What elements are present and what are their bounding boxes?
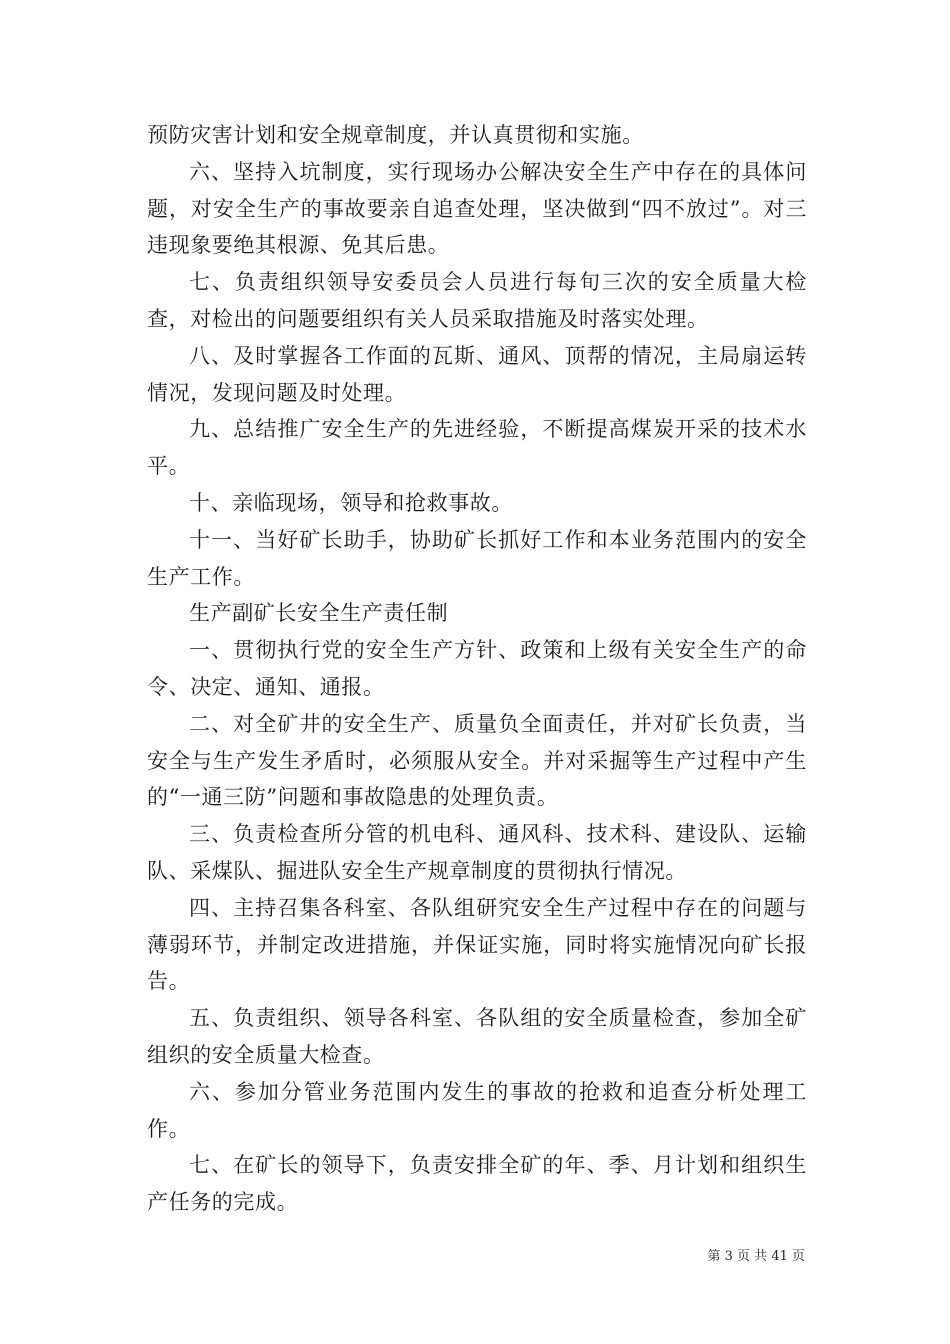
paragraph-2: 六、坚持入坑制度，实行现场办公解决安全生产中存在的具体问题，对安全生产的事故要亲自追查处理，坚决做到“四不放过”。对三违现象要绝其根源、免其后患。	[147, 159, 807, 258]
paragraph-4: 八、及时掌握各工作面的瓦斯、通风、顶帮的情况，主局扇运转情况，发现问题及时处理。	[147, 343, 807, 405]
paragraph-3: 七、负责组织领导安委员会人员进行每旬三次的安全质量大检查，对检出的问题要组织有关人员采取措施及时落实处理。	[147, 270, 807, 331]
paragraph-7: 十一、当好矿长助手，协助矿长抓好工作和本业务范围内的安全生产工作。	[147, 527, 807, 589]
paragraph-13: 五、负责组织、领导各科室、各队组的安全质量检查，参加全矿组织的安全质量大检查。	[147, 1006, 807, 1067]
paragraph-15: 七、在矿长的领导下，负责安排全矿的年、季、月计划和组织生产任务的完成。	[147, 1153, 807, 1215]
paragraph-14: 六、参加分管业务范围内发生的事故的抢救和追查分析处理工作。	[147, 1079, 807, 1141]
section-heading: 生产副矿长安全生产责任制	[189, 601, 449, 626]
paragraph-9: 一、贯彻执行党的安全生产方针、政策和上级有关安全生产的命令、决定、通知、通报。	[147, 638, 807, 699]
paragraph-1: 预防灾害计划和安全规章制度，并认真贯彻和实施。	[147, 123, 644, 147]
paragraph-6: 十、亲临现场，领导和抢救事故。	[189, 490, 513, 515]
paragraph-12: 四、主持召集各科室、各队组研究安全生产过程中存在的问题与薄弱环节，并制定改进措施，并保证实施，同时将实施情况向矿长报告。	[147, 895, 807, 994]
document-body	[147, 117, 807, 1221]
paragraph-5: 九、总结推广安全生产的先进经验，不断提高煤炭开采的技术水平。	[147, 417, 807, 479]
paragraph-11: 三、负责检查所分管的机电科、通风科、技术科、建设队、运输队、采煤队、掘进队安全生产规章制度的贯彻执行情况。	[147, 822, 807, 883]
page-number: 第 3 页 共 41 页	[707, 1249, 805, 1264]
paragraph-10: 二、对全矿井的安全生产、质量负全面责任，并对矿长负责，当安全与生产发生矛盾时，必须服从安全。并对采掘等生产过程中产生的“一通三防”问题和事故隐患的处理负责。	[147, 711, 807, 810]
